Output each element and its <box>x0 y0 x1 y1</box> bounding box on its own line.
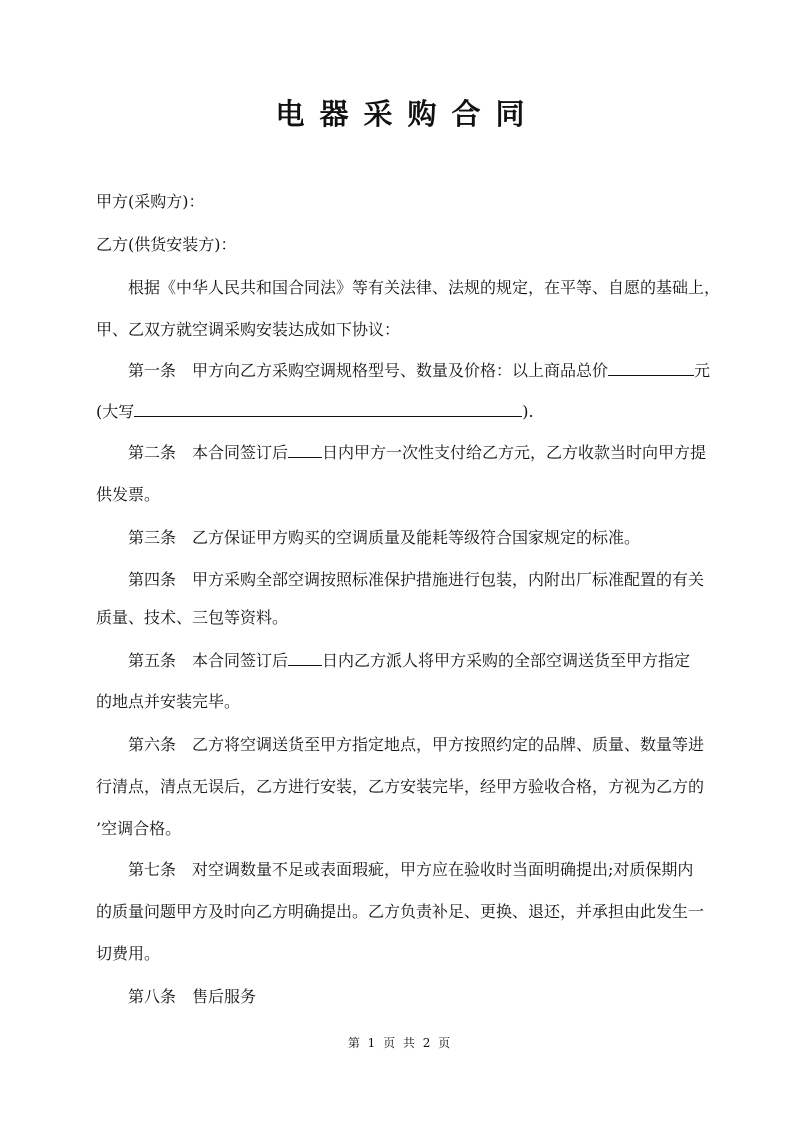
article-2-label: 第二条 <box>128 443 177 462</box>
preamble-line-1: 根据《中华人民共和国合同法》等有关法律、法规的规定，在平等、自愿的基础上， <box>128 278 721 297</box>
document-title: 电器采购合同 <box>275 97 540 131</box>
payment-days-blank <box>288 441 322 458</box>
article-1-capital-close: ). <box>522 402 534 421</box>
article-1-capital-open: (大写 <box>96 402 135 421</box>
article-1-unit: 元 <box>694 361 711 380</box>
total-price-blank <box>608 359 694 376</box>
article-7-text: 对空调数量不足或表面瑕疵，甲方应在验收时当面明确提出;对质保期内 <box>192 860 694 879</box>
article-2-before: 本合同签订后 <box>192 443 289 462</box>
article-7-line-3: 切费用。 <box>96 944 161 963</box>
article-7-line-1 <box>128 858 706 882</box>
delivery-days-blank <box>288 649 322 666</box>
article-4-label: 第四条 <box>128 570 177 589</box>
article-6-line-1 <box>128 733 706 757</box>
article-6-line-3: ’空调合格。 <box>96 819 182 838</box>
article-3-label: 第三条 <box>128 528 177 547</box>
article-4-line-2: 质量、技术、三包等资料。 <box>96 608 289 627</box>
article-8-label: 第八条 <box>128 987 177 1006</box>
preamble-line-2: 甲、乙双方就空调采购安装达成如下协议： <box>96 320 401 339</box>
article-6-label: 第六条 <box>128 735 177 754</box>
article-1-content <box>128 359 694 383</box>
article-1-line-1 <box>128 359 711 383</box>
article-4-text: 甲方采购全部空调按照标准保护措施进行包装，内附出厂标准配置的有关 <box>192 570 705 589</box>
article-2-line-2: 供发票。 <box>96 485 161 504</box>
article-2-line-1 <box>128 441 706 465</box>
article-5-after: 日内乙方派人将甲方采购的全部空调送货至甲方指定 <box>322 651 691 670</box>
article-5-label: 第五条 <box>128 651 177 670</box>
article-1-label: 第一条 <box>128 361 177 380</box>
article-3-text: 乙方保证甲方购买的空调质量及能耗等级符合国家规定的标准。 <box>192 528 641 547</box>
article-7-label: 第七条 <box>128 860 177 879</box>
article-7-line-2: 的质量问题甲方及时向乙方明确提出。乙方负责补足、更换、退还，并承担由此发生一 <box>96 902 705 921</box>
article-5-line-1 <box>128 649 706 673</box>
article-8-text: 售后服务 <box>192 987 257 1006</box>
article-1-text: 甲方向乙方采购空调规格型号、数量及价格：以上商品总价 <box>192 361 609 380</box>
article-2-after: 日内甲方一次性支付给乙方元，乙方收款当时向甲方提 <box>322 443 707 462</box>
capital-amount-blank <box>134 400 522 417</box>
article-6-line-2: 行清点，清点无误后，乙方进行安装，乙方安装完毕，经甲方验收合格，方视为乙方的 <box>96 777 705 796</box>
article-4-line-1 <box>128 568 706 592</box>
article-1-line-2 <box>96 400 706 424</box>
article-5-before: 本合同签订后 <box>192 651 289 670</box>
party-b-line: 乙方(供货安装方)： <box>96 235 237 254</box>
article-8-line-1 <box>128 985 706 1009</box>
article-5-line-2: 的地点并安装完毕。 <box>96 692 241 711</box>
page-footer: 第 1 页 共 2 页 <box>347 1036 453 1050</box>
article-6-text: 乙方将空调送货至甲方指定地点，甲方按照约定的品牌、质量、数量等进 <box>192 735 705 754</box>
article-3-line-1 <box>128 526 706 550</box>
party-a-line: 甲方(采购方)： <box>96 192 205 211</box>
